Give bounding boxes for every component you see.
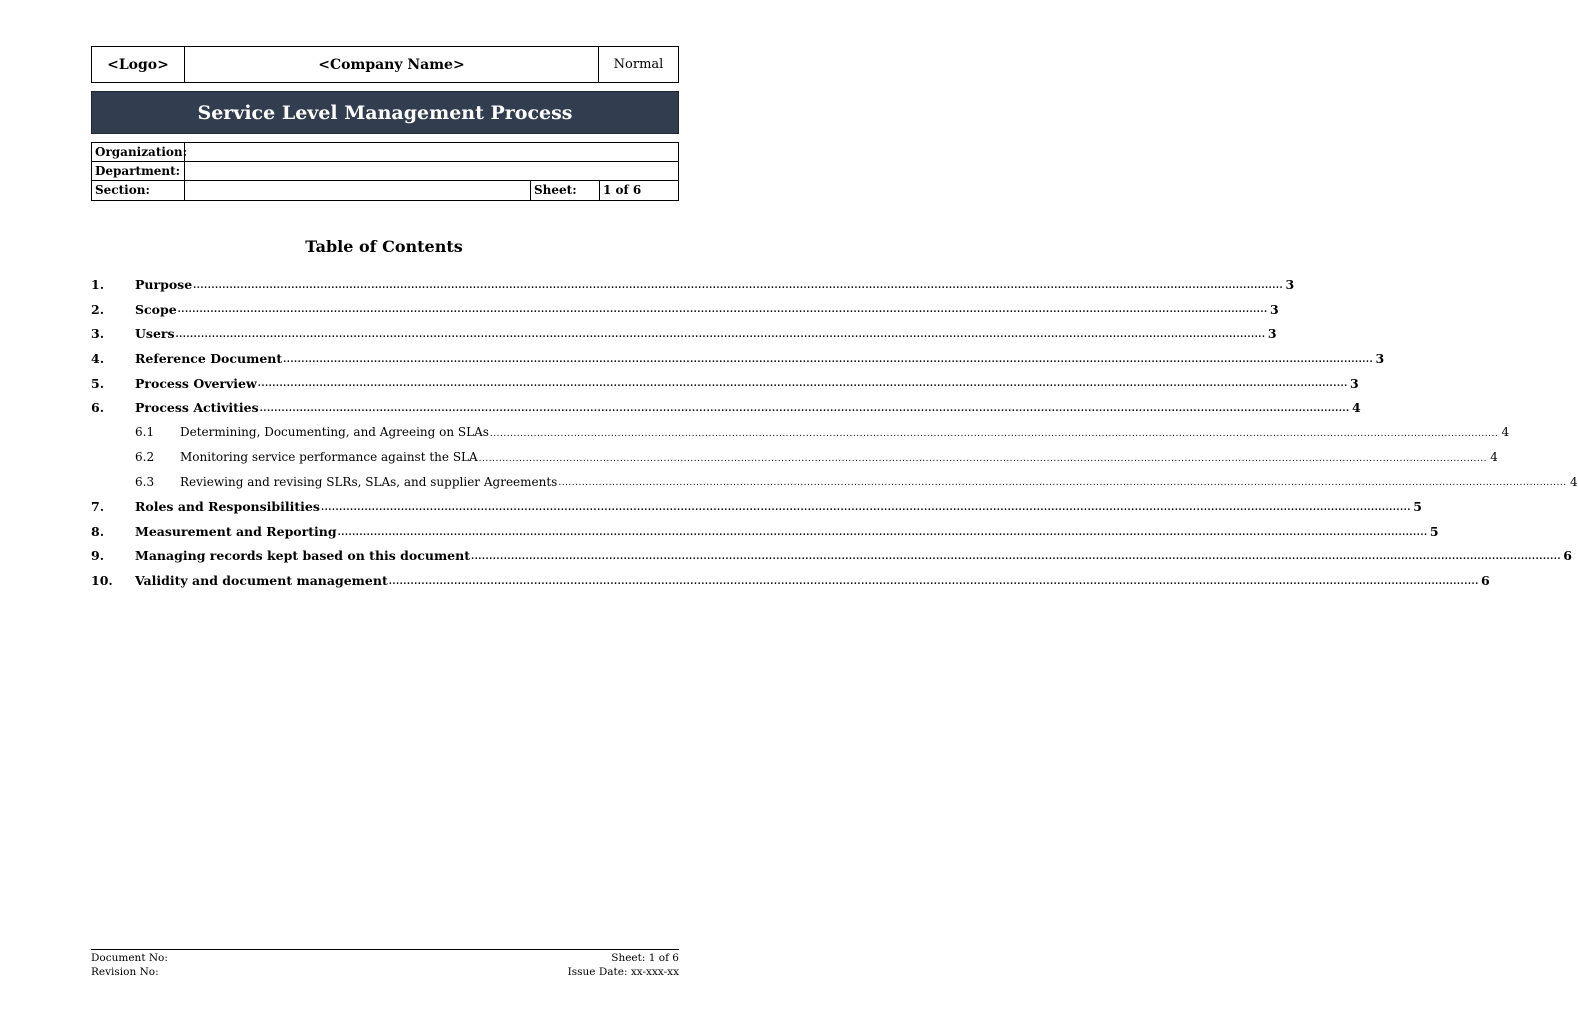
toc-entry-number: 2. (91, 301, 105, 317)
document-no-label: Document No: (91, 952, 168, 964)
toc-entry-title: Validity and document management (135, 573, 388, 589)
logo-placeholder: <Logo> (92, 47, 185, 82)
toc-entry-number: 6.1 (135, 425, 155, 440)
toc-entry-page: 3 (1350, 375, 1359, 391)
toc-entry[interactable] (91, 420, 1510, 445)
toc-entry[interactable] (91, 445, 1498, 470)
toc-dot-leader: ............................................................................................................................................................................................................................................................................................................ (259, 404, 1350, 415)
toc-entry-page: 6 (1563, 548, 1572, 564)
toc-dot-leader: ............................................................................................................................................................................................................................................................................................................ (471, 552, 1561, 563)
toc-dot-leader: ............................................................................................................................................................................................................................................................................................................ (388, 576, 1479, 587)
toc-entry-title: Scope (135, 301, 177, 317)
toc-entry-title: Process Overview (135, 375, 257, 391)
toc-dot-leader: ............................................................................................................................................................................................................................................................................................................ (177, 305, 1268, 316)
toc-dot-leader: ............................................................................................................................................................................................................................................................................................................ (320, 502, 1411, 513)
toc-entry-title: Process Activities (135, 400, 259, 416)
toc-entry-title: Purpose (135, 276, 193, 292)
toc-entry-number: 8. (91, 523, 105, 539)
document-info-table (91, 142, 679, 201)
toc-entry[interactable] (91, 395, 1361, 420)
toc-entry-page: 3 (1285, 276, 1295, 292)
toc-entry-page: 4 (1490, 450, 1498, 465)
toc-entry-title: Determining, Documenting, and Agreeing on SLAs (180, 425, 489, 440)
toc-dot-leader: ............................................................................................................................................................................................................................................................................................................ (193, 280, 1284, 291)
toc-dot-leader: ............................................................................................................................................................................................................................................................................................................ (489, 428, 1499, 439)
document-header (91, 46, 679, 83)
footer-divider (91, 949, 679, 950)
department-label: Department: (92, 162, 185, 180)
toc-entry-page: 5 (1429, 523, 1439, 539)
toc-entry[interactable] (91, 544, 1572, 569)
toc-entry-number: 4. (91, 350, 105, 366)
toc-entry-number: 9. (91, 548, 105, 564)
sheet-label: Sheet: (531, 181, 600, 200)
toc-entry-page: 4 (1351, 400, 1361, 416)
sheet-value: 1 of 6 (603, 183, 642, 197)
department-value (185, 162, 678, 180)
toc-dot-leader: ............................................................................................................................................................................................................................................................................................................ (283, 354, 1374, 365)
toc-entry-title: Managing records kept based on this document (135, 548, 470, 564)
toc-dot-leader: ............................................................................................................................................................................................................................................................................................................ (558, 478, 1567, 489)
toc-entry-page: 3 (1375, 350, 1385, 366)
toc-entry-page: 4 (1569, 474, 1578, 489)
toc-entry-number: 6.2 (135, 450, 155, 465)
toc-dot-leader: ............................................................................................................................................................................................................................................................................................................ (478, 453, 1487, 464)
section-row (92, 181, 678, 200)
toc-entry-page: 3 (1269, 301, 1279, 317)
toc-entry[interactable] (91, 568, 1490, 593)
toc-entry-number: 3. (91, 326, 105, 342)
toc-entry[interactable] (91, 272, 1295, 297)
toc-entry-number: 6.3 (135, 474, 155, 489)
footer-sheet: Sheet: 1 of 6 (611, 952, 679, 964)
organization-label: Organization: (92, 143, 185, 161)
toc-entry-page: 6 (1481, 573, 1490, 589)
toc-entry-number: 6. (91, 400, 105, 416)
classification-label: Normal (613, 57, 664, 72)
toc-entry-title: Reviewing and revising SLRs, SLAs, and supplier Agreements (180, 474, 558, 489)
toc-dot-leader: ............................................................................................................................................................................................................................................................................................................ (337, 527, 1428, 538)
toc-entry[interactable] (91, 321, 1277, 346)
company-name: <Company Name> (185, 47, 599, 82)
toc-entry-title: Monitoring service performance against the SLA (180, 450, 478, 465)
toc-entry-title: Users (135, 326, 175, 342)
toc-entry[interactable] (91, 297, 1279, 322)
toc-entry-number: 7. (91, 499, 105, 515)
department-row (92, 162, 678, 181)
toc-entry[interactable] (91, 519, 1439, 544)
document-title: Service Level Management Process (91, 91, 679, 134)
toc-entry-title: Reference Document (135, 350, 283, 366)
toc-entry-number: 1. (91, 276, 105, 292)
toc-entry-page: 4 (1501, 425, 1510, 440)
section-label: Section: (92, 181, 185, 200)
toc-entry[interactable] (91, 470, 1578, 495)
toc-entry-number: 10. (91, 573, 113, 589)
table-of-contents (91, 272, 1578, 593)
issue-date: Issue Date: xx-xxx-xx (567, 966, 679, 978)
revision-no-label: Revision No: (91, 966, 159, 978)
toc-title: Table of Contents (305, 237, 463, 256)
toc-entry[interactable] (91, 494, 1422, 519)
toc-entry[interactable] (91, 346, 1385, 371)
organization-value (185, 143, 678, 161)
toc-entry-title: Roles and Responsibilities (135, 499, 320, 515)
toc-dot-leader: ............................................................................................................................................................................................................................................................................................................ (175, 330, 1266, 341)
organization-row (92, 143, 678, 162)
section-value (185, 181, 531, 200)
toc-entry-title: Measurement and Reporting (135, 523, 337, 539)
toc-dot-leader: ............................................................................................................................................................................................................................................................................................................ (257, 379, 1348, 390)
toc-entry[interactable] (91, 371, 1359, 396)
toc-entry-page: 3 (1267, 326, 1277, 342)
toc-entry-number: 5. (91, 375, 105, 391)
toc-entry-page: 5 (1413, 499, 1422, 515)
